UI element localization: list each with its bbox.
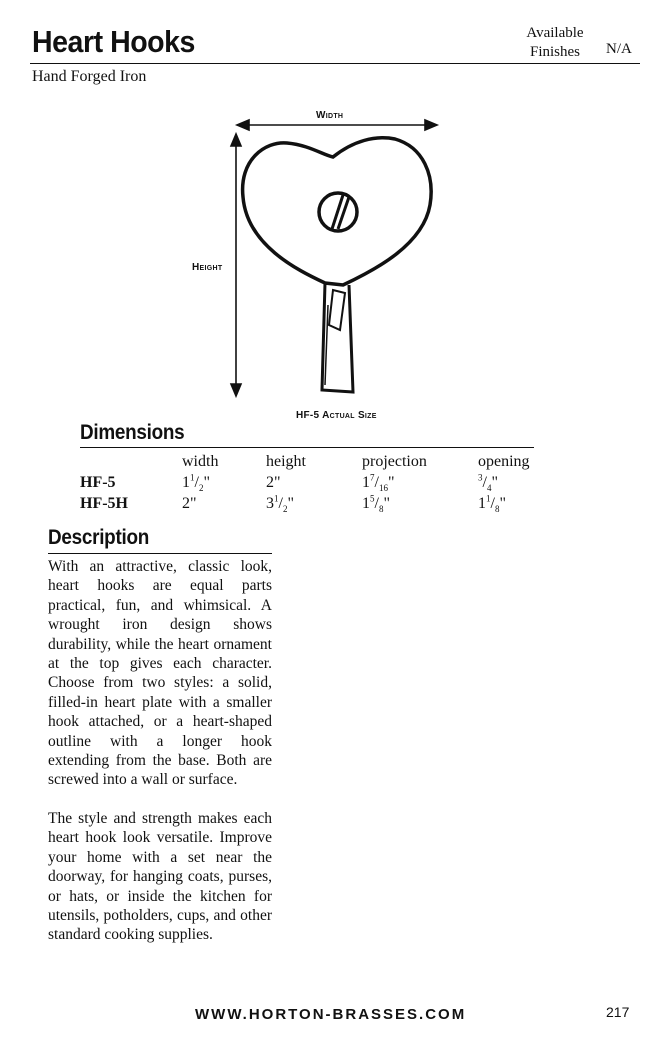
height-cell: $3^1/_2$" xyxy=(266,493,294,515)
projection-cell: $1^7/_{16}$" xyxy=(362,472,395,494)
description-paragraph: With an attractive, classic look, heart hooks are equal parts practical, fun, and whimsical. A wrought iron design shows durability, while the heart ornament at the top gives each character. Choose from two styles: a solid, filled-in heart plate with a smaller hook attached, or a heart-shaped outline with a longer hook extending from the base. Both are screwed into a wall or surface. xyxy=(48,558,272,789)
column-header-opening: opening xyxy=(478,453,530,470)
page-title: Heart Hooks xyxy=(32,24,195,59)
finishes-label-line2: Finishes xyxy=(529,44,580,60)
available-finishes-label xyxy=(520,24,590,62)
column-header-height: height xyxy=(266,453,306,470)
heart-hook-illustration xyxy=(225,105,445,405)
model-cell: HF-5H xyxy=(80,495,128,512)
column-header-projection: projection xyxy=(362,453,427,470)
column-header-width: width xyxy=(182,453,219,470)
finishes-label-line1: Available xyxy=(526,25,584,41)
height-cell: 2" xyxy=(266,474,281,491)
footer-url: WWW.HORTON-BRASSES.COM xyxy=(195,1006,467,1023)
width-arrow xyxy=(237,120,437,130)
page-subtitle: Hand Forged Iron xyxy=(32,68,147,85)
width-cell: $1^1/_2$" xyxy=(182,472,210,494)
projection-cell: $1^5/_8$" xyxy=(362,493,390,515)
dimensions-divider xyxy=(80,447,534,448)
hook-arm xyxy=(322,283,353,392)
width-label: Width xyxy=(316,110,344,121)
description-heading: Description xyxy=(48,526,150,549)
page-number: 217 xyxy=(606,1004,630,1020)
width-cell: 2" xyxy=(182,495,197,512)
opening-cell: $^3/_4$" xyxy=(478,472,498,494)
height-label: Height xyxy=(192,262,223,273)
figure-caption: HF-5 Actual Size xyxy=(296,410,377,421)
model-cell: HF-5 xyxy=(80,474,116,491)
description-divider xyxy=(48,553,272,554)
description-body xyxy=(48,557,272,964)
opening-cell: $1^1/_8$" xyxy=(478,493,506,515)
description-paragraph: The style and strength makes each heart hook look versatile. Improve your home with a set near the doorway, for hanging coats, purses, or hats, or inside the kitchen for utensils, potholders, cups, and other standard cooking supplies. xyxy=(48,809,272,944)
screw-icon xyxy=(319,193,357,231)
header-divider xyxy=(30,63,640,64)
height-arrow xyxy=(231,134,241,396)
dimensions-heading: Dimensions xyxy=(80,421,185,444)
available-finishes-value: N/A xyxy=(606,41,632,57)
